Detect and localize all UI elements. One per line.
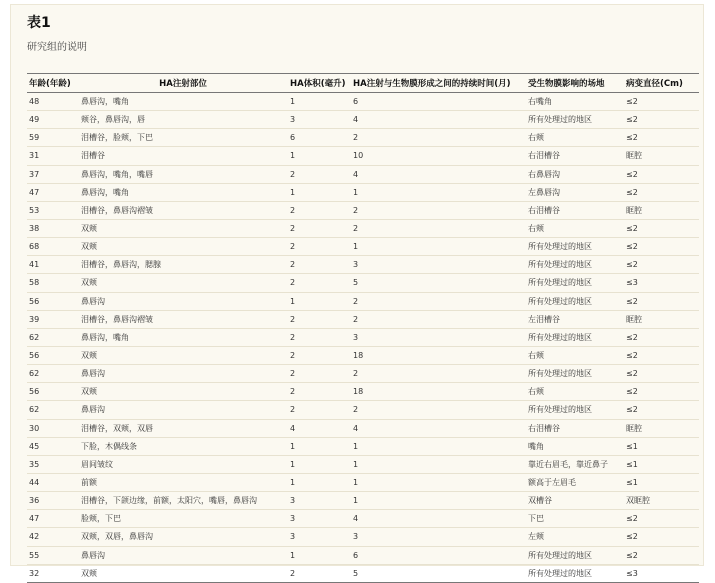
cell-affected-site: 右颊: [528, 387, 544, 397]
cell-injection-site: 脸颊，下巴: [81, 514, 121, 524]
cell-duration: 18: [353, 387, 364, 397]
cell-age: 49: [29, 115, 40, 125]
cell-lesion-diameter: ≤2: [626, 296, 638, 306]
cell-volume: 2: [290, 260, 296, 270]
cell-duration: 10: [353, 151, 364, 161]
table-row: [27, 147, 699, 165]
cell-lesion-diameter: ≤3: [626, 278, 638, 288]
cell-affected-site: 双槽谷: [528, 496, 552, 506]
table-row: [27, 474, 699, 492]
cell-lesion-diameter: 眶腔: [626, 423, 642, 433]
cell-lesion-diameter: ≤1: [626, 441, 638, 451]
cell-age: 58: [29, 278, 40, 288]
cell-duration: 4: [353, 514, 359, 524]
cell-affected-site: 靠近右眉毛，靠近鼻子: [528, 459, 608, 469]
cell-volume: 1: [290, 187, 296, 197]
cell-age: 42: [29, 532, 40, 542]
cell-age: 39: [29, 314, 40, 324]
cell-volume: 3: [290, 115, 296, 125]
cell-volume: 2: [290, 568, 296, 578]
cell-injection-site: 鼻唇沟，嘴角: [81, 97, 129, 107]
cell-affected-site: 下巴: [528, 514, 544, 524]
cell-lesion-diameter: ≤2: [626, 133, 638, 143]
cell-age: 48: [29, 97, 40, 107]
cell-volume: 1: [290, 441, 296, 451]
table-row: [27, 293, 699, 311]
table-row: [27, 129, 699, 147]
cell-affected-site: 所有处理过的地区: [528, 278, 592, 288]
cell-affected-site: 左鼻唇沟: [528, 187, 560, 197]
cell-duration: 3: [353, 260, 359, 270]
table-subtitle: 研究组的说明: [27, 42, 87, 53]
cell-volume: 3: [290, 496, 296, 506]
cell-volume: 1: [290, 459, 296, 469]
table-header-row: [27, 73, 699, 93]
cell-affected-site: 右颊: [528, 224, 544, 234]
cell-lesion-diameter: ≤1: [626, 478, 638, 488]
cell-injection-site: 泪槽谷，脸颊，下巴: [81, 133, 153, 143]
cell-affected-site: 所有处理过的地区: [528, 260, 592, 270]
cell-duration: 1: [353, 478, 359, 488]
cell-duration: 2: [353, 314, 359, 324]
cell-volume: 2: [290, 242, 296, 252]
cell-volume: 1: [290, 478, 296, 488]
cell-lesion-diameter: ≤3: [626, 568, 638, 578]
cell-injection-site: 泪槽谷，双颊，双唇: [81, 423, 153, 433]
table-title: 表1: [27, 15, 51, 31]
cell-volume: 2: [290, 205, 296, 215]
cell-age: 45: [29, 441, 40, 451]
cell-affected-site: 额高于左眉毛: [528, 478, 576, 488]
table-row: [27, 256, 699, 274]
cell-age: 32: [29, 568, 40, 578]
cell-duration: 4: [353, 169, 359, 179]
table-row: [27, 220, 699, 238]
cell-age: 37: [29, 169, 40, 179]
cell-age: 31: [29, 151, 40, 161]
cell-affected-site: 右泪槽谷: [528, 423, 560, 433]
cell-volume: 2: [290, 314, 296, 324]
cell-age: 53: [29, 205, 40, 215]
table-row: [27, 510, 699, 528]
cell-duration: 2: [353, 224, 359, 234]
cell-duration: 3: [353, 332, 359, 342]
cell-volume: 2: [290, 278, 296, 288]
cell-volume: 1: [290, 296, 296, 306]
cell-injection-site: 双颊: [81, 278, 97, 288]
cell-affected-site: 左颊: [528, 532, 544, 542]
cell-age: 62: [29, 369, 40, 379]
cell-duration: 4: [353, 423, 359, 433]
table-row: [27, 93, 699, 111]
cell-injection-site: 鼻唇沟: [81, 550, 105, 560]
cell-age: 59: [29, 133, 40, 143]
table-row: [27, 329, 699, 347]
cell-injection-site: 前额: [81, 478, 97, 488]
cell-lesion-diameter: ≤2: [626, 514, 638, 524]
cell-affected-site: 右泪槽谷: [528, 205, 560, 215]
cell-age: 68: [29, 242, 40, 252]
cell-injection-site: 泪槽谷，鼻唇沟，腮腺: [81, 260, 161, 270]
cell-duration: 1: [353, 459, 359, 469]
header-age: 年龄(年龄): [29, 79, 71, 89]
table-row: [27, 420, 699, 438]
cell-lesion-diameter: ≤2: [626, 115, 638, 125]
cell-injection-site: 鼻唇沟: [81, 296, 105, 306]
cell-age: 36: [29, 496, 40, 506]
table-row: [27, 528, 699, 546]
cell-duration: 2: [353, 133, 359, 143]
cell-duration: 1: [353, 242, 359, 252]
cell-duration: 6: [353, 550, 359, 560]
cell-volume: 2: [290, 332, 296, 342]
cell-affected-site: 所有处理过的地区: [528, 550, 592, 560]
cell-affected-site: 所有处理过的地区: [528, 115, 592, 125]
cell-injection-site: 鼻唇沟，嘴角: [81, 187, 129, 197]
cell-injection-site: 鼻唇沟: [81, 369, 105, 379]
cell-volume: 4: [290, 423, 296, 433]
cell-injection-site: 下脸，木偶线条: [81, 441, 137, 451]
cell-affected-site: 右泪槽谷: [528, 151, 560, 161]
cell-lesion-diameter: ≤2: [626, 242, 638, 252]
header-duration: HA注射与生物膜形成之间的持续时间(月): [353, 79, 511, 89]
table-row: [27, 274, 699, 292]
cell-duration: 5: [353, 278, 359, 288]
cell-lesion-diameter: ≤2: [626, 369, 638, 379]
table-row: [27, 401, 699, 419]
cell-age: 30: [29, 423, 40, 433]
table-row: [27, 111, 699, 129]
cell-duration: 2: [353, 369, 359, 379]
cell-affected-site: 右嘴角: [528, 97, 552, 107]
cell-age: 47: [29, 514, 40, 524]
cell-lesion-diameter: ≤2: [626, 169, 638, 179]
cell-volume: 1: [290, 151, 296, 161]
cell-volume: 2: [290, 351, 296, 361]
cell-lesion-diameter: ≤2: [626, 332, 638, 342]
table-row: [27, 383, 699, 401]
cell-injection-site: 眉间皱纹: [81, 459, 113, 469]
cell-affected-site: 所有处理过的地区: [528, 405, 592, 415]
cell-lesion-diameter: ≤1: [626, 459, 638, 469]
table-row: [27, 311, 699, 329]
cell-duration: 5: [353, 568, 359, 578]
cell-injection-site: 颊谷，鼻唇沟，唇: [81, 115, 145, 125]
cell-lesion-diameter: ≤2: [626, 387, 638, 397]
cell-volume: 3: [290, 532, 296, 542]
cell-age: 62: [29, 405, 40, 415]
cell-age: 56: [29, 296, 40, 306]
cell-affected-site: 左泪槽谷: [528, 314, 560, 324]
cell-injection-site: 鼻唇沟，嘴角: [81, 332, 129, 342]
table-row: [27, 166, 699, 184]
cell-lesion-diameter: 双眶腔: [626, 496, 650, 506]
cell-duration: 1: [353, 496, 359, 506]
table-row: [27, 456, 699, 474]
cell-volume: 6: [290, 133, 296, 143]
cell-injection-site: 泪槽谷，鼻唇沟褶皱: [81, 314, 153, 324]
cell-volume: 2: [290, 224, 296, 234]
cell-duration: 2: [353, 205, 359, 215]
cell-lesion-diameter: ≤2: [626, 97, 638, 107]
cell-injection-site: 双颊: [81, 387, 97, 397]
cell-duration: 2: [353, 296, 359, 306]
header-volume: HA体积(毫升): [290, 79, 346, 89]
table-row: [27, 365, 699, 383]
table-row: [27, 565, 699, 583]
cell-affected-site: 所有处理过的地区: [528, 568, 592, 578]
cell-duration: 6: [353, 97, 359, 107]
header-affected-site: 受生物膜影响的场地: [528, 79, 605, 89]
cell-volume: 2: [290, 169, 296, 179]
cell-lesion-diameter: ≤2: [626, 260, 638, 270]
cell-volume: 2: [290, 387, 296, 397]
cell-injection-site: 泪槽谷，下颌边缘，前额，太阳穴，嘴唇，鼻唇沟: [81, 496, 257, 506]
cell-volume: 3: [290, 514, 296, 524]
cell-affected-site: 所有处理过的地区: [528, 296, 592, 306]
cell-affected-site: 右颊: [528, 133, 544, 143]
cell-volume: 1: [290, 97, 296, 107]
cell-age: 56: [29, 351, 40, 361]
header-injection-site: HA注射部位: [159, 79, 207, 89]
cell-lesion-diameter: ≤2: [626, 550, 638, 560]
table-row: [27, 202, 699, 220]
cell-injection-site: 泪槽谷: [81, 151, 105, 161]
cell-injection-site: 鼻唇沟: [81, 405, 105, 415]
cell-duration: 4: [353, 115, 359, 125]
cell-lesion-diameter: ≤2: [626, 532, 638, 542]
table-row: [27, 547, 699, 565]
cell-injection-site: 双颊: [81, 351, 97, 361]
cell-duration: 1: [353, 187, 359, 197]
table-panel: [10, 4, 704, 578]
cell-lesion-diameter: 眶腔: [626, 314, 642, 324]
cell-affected-site: 右颊: [528, 351, 544, 361]
cell-injection-site: 鼻唇沟，嘴角，嘴唇: [81, 169, 153, 179]
cell-affected-site: 所有处理过的地区: [528, 369, 592, 379]
table-row: [27, 184, 699, 202]
cell-injection-site: 泪槽谷，鼻唇沟褶皱: [81, 205, 153, 215]
header-lesion-diameter: 病变直径(Cm): [626, 79, 683, 89]
cell-volume: 2: [290, 405, 296, 415]
cell-injection-site: 双颊: [81, 224, 97, 234]
cell-age: 41: [29, 260, 40, 270]
cell-age: 47: [29, 187, 40, 197]
cell-injection-site: 双颊，双唇，鼻唇沟: [81, 532, 153, 542]
cell-injection-site: 双颊: [81, 242, 97, 252]
cell-age: 55: [29, 550, 40, 560]
table-body: [27, 93, 699, 583]
cell-volume: 1: [290, 550, 296, 560]
cell-duration: 18: [353, 351, 364, 361]
cell-injection-site: 双颊: [81, 568, 97, 578]
cell-duration: 3: [353, 532, 359, 542]
cell-affected-site: 所有处理过的地区: [528, 242, 592, 252]
table-row: [27, 347, 699, 365]
cell-affected-site: 所有处理过的地区: [528, 332, 592, 342]
cell-lesion-diameter: ≤2: [626, 405, 638, 415]
cell-age: 44: [29, 478, 40, 488]
cell-age: 38: [29, 224, 40, 234]
cell-affected-site: 嘴角: [528, 441, 544, 451]
table-row: [27, 438, 699, 456]
table-row: [27, 492, 699, 510]
cell-duration: 1: [353, 441, 359, 451]
cell-age: 56: [29, 387, 40, 397]
cell-duration: 2: [353, 405, 359, 415]
cell-volume: 2: [290, 369, 296, 379]
cell-lesion-diameter: ≤2: [626, 187, 638, 197]
cell-lesion-diameter: 眶腔: [626, 151, 642, 161]
cell-lesion-diameter: ≤2: [626, 351, 638, 361]
cell-age: 35: [29, 459, 40, 469]
table-row: [27, 238, 699, 256]
data-table: [27, 73, 699, 583]
cell-lesion-diameter: 眶腔: [626, 205, 642, 215]
cell-lesion-diameter: ≤2: [626, 224, 638, 234]
cell-age: 62: [29, 332, 40, 342]
cell-affected-site: 右鼻唇沟: [528, 169, 560, 179]
